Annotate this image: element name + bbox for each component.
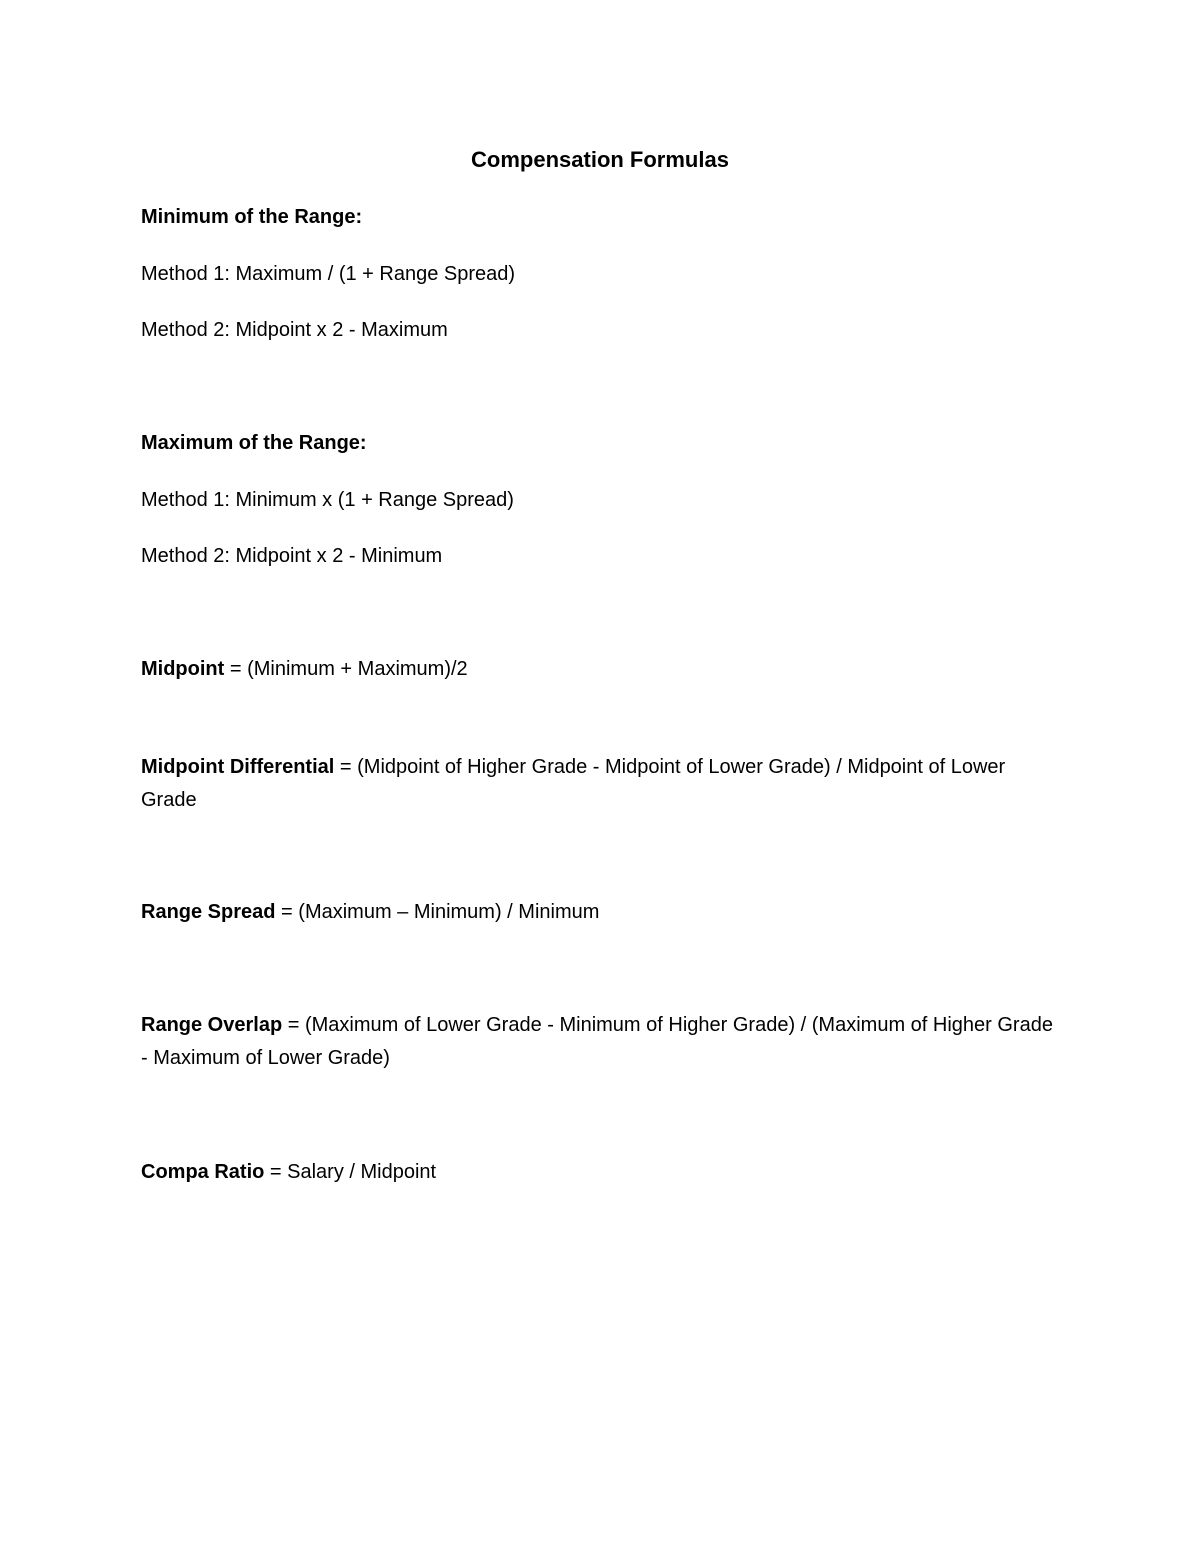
maximum-method-1: Method 1: Minimum x (1 + Range Spread) [141, 489, 514, 511]
formula-midpoint [141, 653, 468, 686]
formula-term: Compa Ratio [141, 1161, 265, 1183]
minimum-heading: Minimum of the Range: [141, 206, 363, 228]
formula-term: Range Spread [141, 901, 276, 923]
minimum-method-1: Method 1: Maximum / (1 + Range Spread) [141, 263, 516, 285]
formula-definition: = Salary / Midpoint [264, 1161, 437, 1183]
formula-definition: = (Midpoint of Higher Grade - Midpoint of Lower Grade) / Midpoint of Lower Grade [141, 756, 1006, 811]
maximum-method-2: Method 2: Midpoint x 2 - Minimum [141, 545, 443, 567]
page-title: Compensation Formulas [471, 147, 729, 172]
maximum-heading: Maximum of the Range: [141, 432, 367, 454]
formula-compa-ratio [141, 1156, 436, 1189]
formula-range-overlap [141, 1009, 1061, 1075]
formula-definition: = (Minimum + Maximum)/2 [224, 658, 468, 680]
formula-definition: = (Maximum – Minimum) / Minimum [275, 901, 600, 923]
formula-range-spread [141, 896, 599, 929]
formula-term: Range Overlap [141, 1014, 283, 1036]
formula-term: Midpoint Differential [141, 756, 335, 778]
minimum-method-2: Method 2: Midpoint x 2 - Maximum [141, 319, 448, 341]
formula-midpoint-differential [141, 751, 1061, 817]
formula-term: Midpoint [141, 658, 225, 680]
formula-definition: = (Maximum of Lower Grade - Minimum of Higher Grade) / (Maximum of Higher Grade - Maximum of Lower Grade) [141, 1014, 1053, 1069]
